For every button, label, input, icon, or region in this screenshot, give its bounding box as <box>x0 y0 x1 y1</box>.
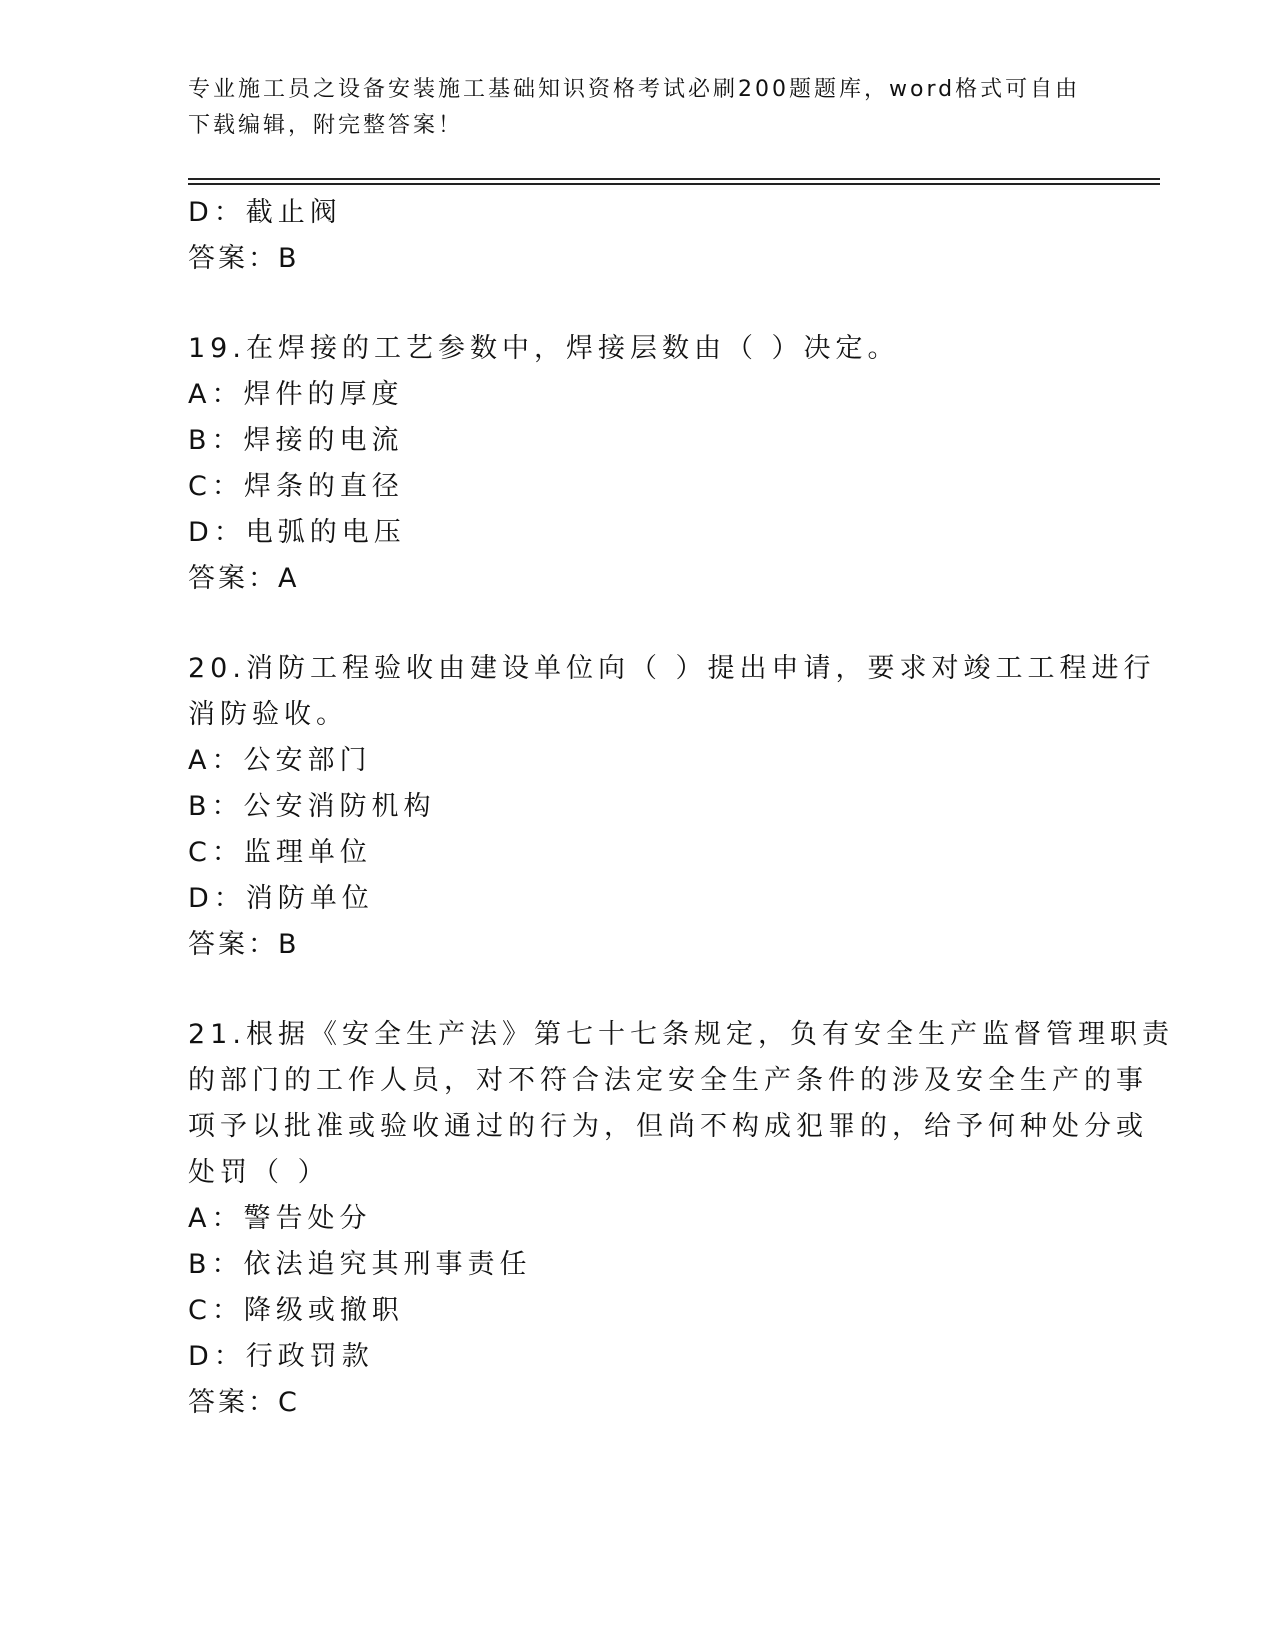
question-text-line-1: 21.根据《安全生产法》第七十七条规定，负有安全生产监督管理职责 <box>188 1019 1174 1050</box>
option-a: A：警告处分 <box>188 1203 372 1234</box>
spacer <box>188 602 1088 646</box>
option-a: A：公安部门 <box>188 745 372 776</box>
question-20 <box>188 646 1156 968</box>
prev-answer: 答案：B <box>188 243 300 274</box>
question-21 <box>188 1012 1174 1426</box>
question-text-line-2: 的部门的工作人员，对不符合法定安全生产条件的涉及安全生产的事 <box>188 1065 1148 1096</box>
option-c: C：降级或撤职 <box>188 1295 404 1326</box>
header-divider-top <box>188 178 1160 180</box>
option-c: C：监理单位 <box>188 837 372 868</box>
option-d: D：消防单位 <box>188 883 374 914</box>
answer: 答案：B <box>188 929 300 960</box>
option-a: A：焊件的厚度 <box>188 379 404 410</box>
question-19 <box>188 326 1088 602</box>
document-body <box>188 190 1174 1426</box>
option-d: D：行政罚款 <box>188 1341 374 1372</box>
header-line-1: 专业施工员之设备安装施工基础知识资格考试必刷200题题库，word格式可自由 <box>188 77 1081 102</box>
header-divider-bottom <box>188 183 1160 185</box>
option-b: B：公安消防机构 <box>188 791 436 822</box>
spacer <box>188 968 1088 1012</box>
spacer <box>188 282 1088 326</box>
option-d: D：电弧的电压 <box>188 517 406 548</box>
question-text: 19.在焊接的工艺参数中，焊接层数由（ ）决定。 <box>188 333 900 364</box>
option-b: B：焊接的电流 <box>188 425 404 456</box>
question-text-line-2: 消防验收。 <box>188 699 348 730</box>
option-c: C：焊条的直径 <box>188 471 404 502</box>
document-header <box>188 72 1088 144</box>
answer: 答案：C <box>188 1387 300 1418</box>
question-text-line-4: 处罚（ ） <box>188 1157 330 1188</box>
option-b: B：依法追究其刑事责任 <box>188 1249 532 1280</box>
prev-option-d: D：截止阀 <box>188 197 342 228</box>
question-text-line-3: 项予以批准或验收通过的行为，但尚不构成犯罪的，给予何种处分或 <box>188 1111 1148 1142</box>
answer: 答案：A <box>188 563 300 594</box>
question-text-line-1: 20.消防工程验收由建设单位向（ ）提出申请，要求对竣工工程进行 <box>188 653 1156 684</box>
header-line-2: 下载编辑，附完整答案！ <box>188 113 464 138</box>
